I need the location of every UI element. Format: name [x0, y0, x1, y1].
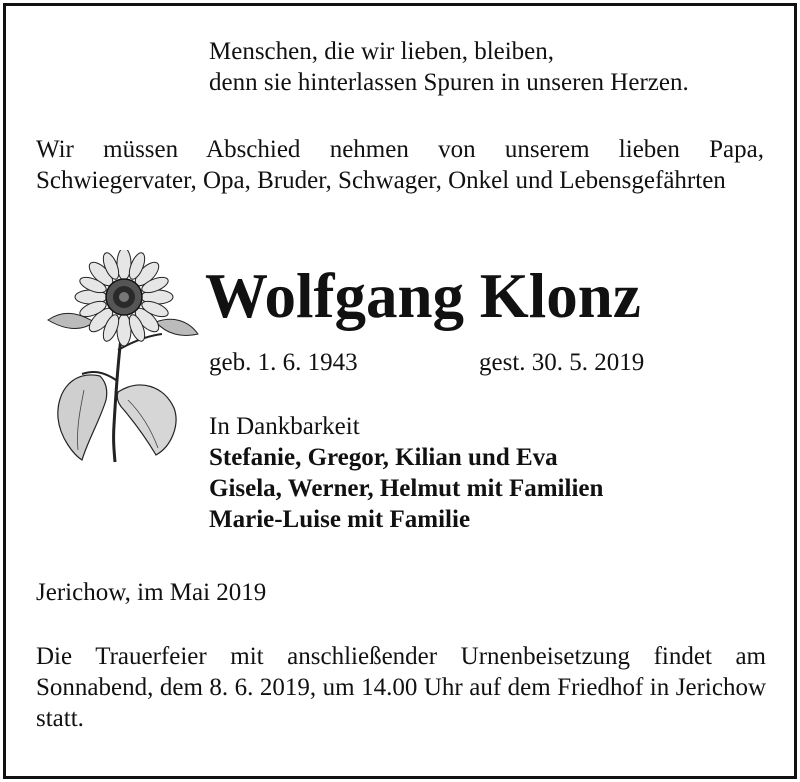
motto-line: Menschen, die wir lieben, bleiben,: [209, 38, 555, 65]
intro-paragraph: [36, 134, 764, 196]
place-date: Jerichow, im Mai 2019: [36, 579, 267, 606]
birth-date: geb. 1. 6. 1943: [209, 349, 358, 376]
sunflower-icon: [44, 250, 202, 465]
motto-verse: [209, 36, 689, 98]
thanks-heading: In Dankbarkeit: [209, 413, 360, 440]
mourner-line: Gisela, Werner, Helmut mit Familien: [209, 475, 604, 502]
life-dates: [209, 347, 645, 378]
death-date: gest. 30. 5. 2019: [479, 349, 645, 376]
deceased-name: Wolfgang Klonz: [205, 261, 641, 331]
mourners-block: [209, 411, 603, 535]
mourner-line: Marie-Luise mit Familie: [209, 506, 471, 533]
funeral-service-notice: Die Trauerfeier mit anschließender Urnenbeisetzung findet am Sonnabend, dem 8. 6. 2019, um 14.00 Uhr auf dem Friedhof in Jerichow statt.: [36, 643, 766, 732]
intro-text: Wir müssen Abschied nehmen von unserem lieben Papa, Schwiegervater, Opa, Bruder, Schwager, Onkel und Lebensgefährten: [36, 136, 764, 194]
mourner-line: Stefanie, Gregor, Kilian und Eva: [209, 444, 558, 471]
motto-line: denn sie hinterlassen Spuren in unseren Herzen.: [209, 69, 689, 96]
